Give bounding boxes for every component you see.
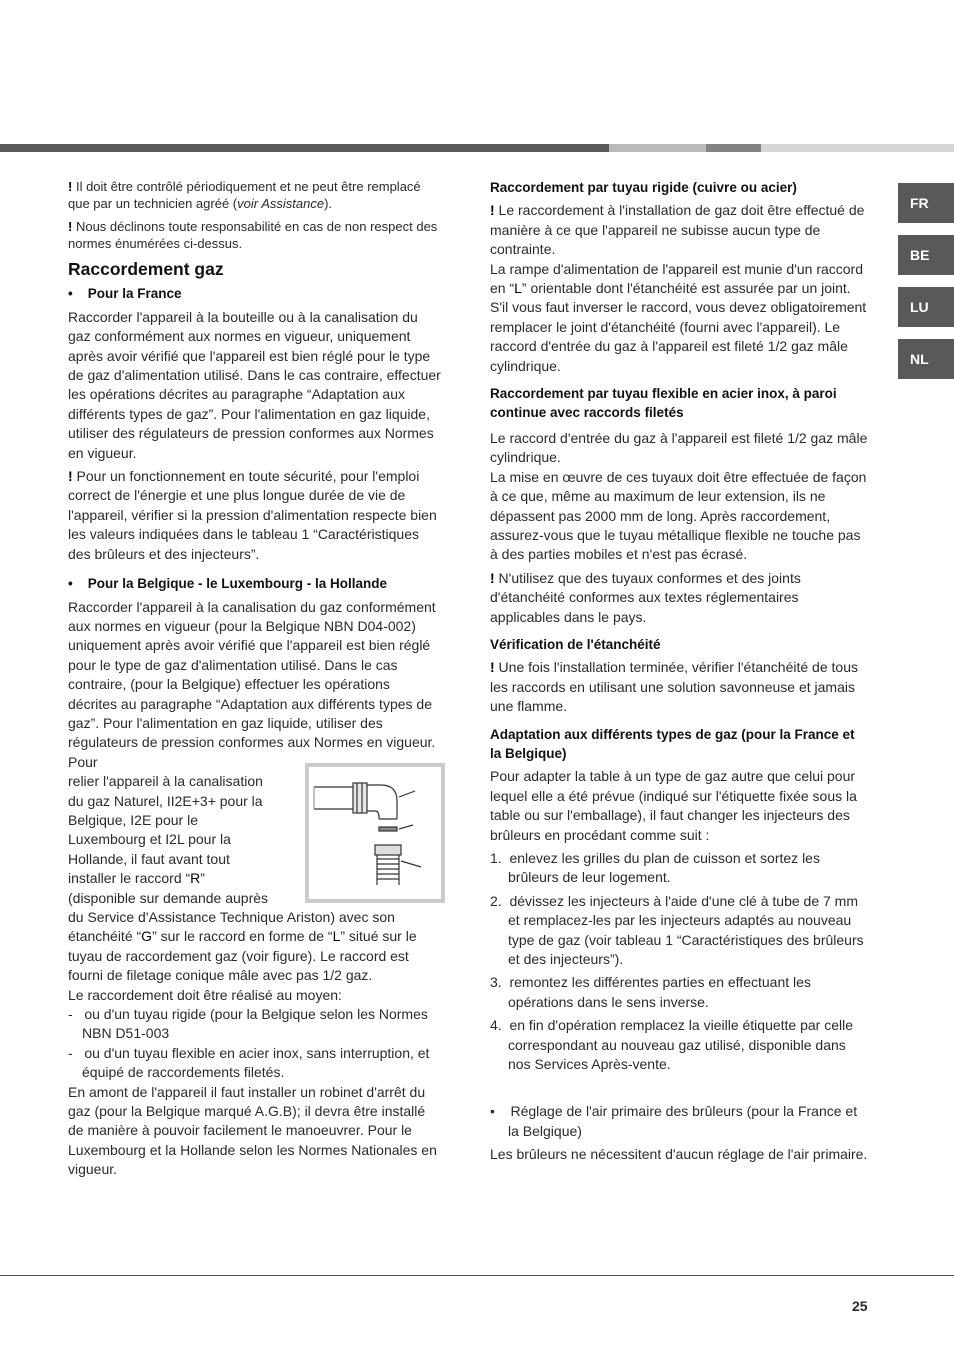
flex-paragraph-2: La mise en œuvre de ces tuyaux doit être effectuée de façon à ce que, même au maximum de leur extension, ils ne dépassent pas 2000 mm de long. Après raccordement, assurez-vous que le tuyau métallique flexible ne touche pas à des parties mobiles et n'est pas écrasé. [490,468,867,563]
dash-item-flexible: - ou d'un tuyau flexible en acier inox, sans interruption, et équipé de raccordements filetés. [68,1044,430,1081]
elbow-fitting-illustration [309,767,441,899]
means-intro: Le raccordement doit être réalisé au moyen: [68,986,342,1003]
wrapped-text: relier l'appareil à la canalisation du gaz Naturel, II2E+3+ pour la Belgique, I2E pour le Luxembourg et I2L pour la Hollande, il faut avant tout installer le raccord “R” (disponible sur demande auprès [68,773,269,906]
note-periodic-check: ! Il doit être contrôlé périodiquement et ne peut être remplacé que par un technicien agréé (voir Assistance). [68,179,421,211]
flex-paragraph-3: ! N'utilisez que des tuyaux conformes et des joints d'étanchéité conformes aux textes réglementaires applicables dans le pays. [490,569,801,625]
footer-rule [0,1275,954,1276]
rigid-paragraph-2: La rampe d'alimentation de l'appareil est munie d'un raccord en “L” orientable dont l'étanchéité est assurée par un joint. S'il vous faut inverser le raccord, vous devez obligatoirement remplacer le joint d'étanchéité (fourni avec l'appareil). Le raccord d'entrée du gaz à l'appareil est fileté 1/2 gaz mâle cylindrique. [490,260,867,374]
bullet-benelux: • Pour la Belgique - le Luxembourg - la Hollande [68,576,388,592]
lang-tab-fr[interactable]: FR [898,183,954,223]
right-column [490,178,868,1165]
primary-air-paragraph: Les brûleurs ne nécessitent d'aucun réglage de l'air primaire. [490,1146,868,1163]
benelux-paragraph-1: Raccorder l'appareil à la canalisation du gaz conformément aux normes en vigueur (pour la Belgique NBN D04-002) uniquement après avoir vérifié que l'appareil est bien réglé pour le type de gaz d'alimentation utilisé. Dans le cas contraire, (pour la Belgique) effectuer les opérations décrites au paragraphe “Adaptation aux différents types de gaz”. Pour l'alimentation en gaz liquide, utiliser des régulateurs de pression conformes aux Normes en vigueur. Pour [68,598,436,770]
left-column [68,178,444,1180]
france-paragraph-1: Raccorder l'appareil à la bouteille ou à la canalisation du gaz conformément aux normes en vigueur, uniquement après avoir vérifié que l'appareil est bien réglé pour le type de gaz d'alimentation utilisé. Dans le cas contraire, effectuer les opérations décrites au paragraphe “Adaptation aux différents types de gaz”. Pour l'alimentation en gaz liquide, utiliser des régulateurs de pression conformes aux Normes en vigueur. [68,308,441,461]
benelux-continuation: du Service d'Assistance Technique Ariston) avec son étanchéité “G” sur le raccord en forme de “L” situé sur le tuyau de raccordement gaz (voir figure). Le raccord est fourni de filetage conique mâle avec pas 1/2 gaz. [68,909,417,984]
top-color-bar [0,144,954,152]
france-paragraph-2: ! Pour un fonctionnement en toute sécurité, pour l'emploi correct de l'énergie et une plus longue durée de vie de l'appareil, vérifier si la pression d'alimentation respecte bien les valeurs indiquées dans le tableau 1 “Caractéristiques des brûleurs et des injecteurs”. [68,468,437,562]
step-item: 4. en fin d'opération remplacez la vieille étiquette par celle correspondant au nouveau gaz utilisé, disponible dans nos Services Après-vente. [490,1017,854,1073]
section-heading: Raccordement gaz [68,259,224,279]
step-item: 1. enlevez les grilles du plan de cuisson et sortez les brûleurs de leur logement. [490,850,820,886]
page-number: 25 [852,1298,868,1314]
flex-paragraph-1: Le raccord d'entrée du gaz à l'appareil est fileté 1/2 gaz mâle cylindrique. [490,429,868,466]
bullet-france: • Pour la France [68,286,182,302]
step-item: 3. remontez les différentes parties en effectuant les opérations dans le sens inverse. [490,974,811,1010]
leak-check-paragraph: ! Une fois l'installation terminée, vérifier l'étanchéité de tous les raccords en utilisant une solution savonneuse et jamais une flamme. [490,659,858,715]
lang-tab-be[interactable]: BE [898,235,954,275]
gas-connector-figure [305,763,445,903]
adaptation-paragraph: Pour adapter la table à un type de gaz autre que celui pour lequel elle a été prévue (indiqué sur l'étiquette fixée sous la table ou sur l'emballage), il faut changer les injecteurs des brûleurs en procédant comme suit : [490,768,857,843]
lang-tab-lu[interactable]: LU [898,287,954,327]
heading-leak-check: Vérification de l'étanchéité [490,636,661,652]
final-paragraph: En amont de l'appareil il faut installer un robinet d'arrêt du gaz (pour la Belgique marqué A.G.B); il devra être installé de manière à pouvoir facilement le manoeuvrer. Pour le Luxembourg et la Hollande selon les Normes Nationales en vigueur. [68,1083,437,1178]
heading-rigid-pipe: Raccordement par tuyau rigide (cuivre ou acier) [490,180,797,195]
heading-flexible-pipe: Raccordement par tuyau flexible en acier inox, à paroi continue avec raccords filetés [490,386,837,421]
rigid-paragraph-1: ! Le raccordement à l'installation de gaz doit être effectué de manière à ce que l'appareil ne subisse aucun type de contrainte. [490,202,865,258]
dash-item-rigid: - ou d'un tuyau rigide (pour la Belgique selon les Normes NBN D51-003 [68,1006,428,1042]
lang-tab-nl[interactable]: NL [898,339,954,379]
bullet-primary-air: • Réglage de l'air primaire des brûleurs (pour la France et la Belgique) [490,1103,858,1139]
heading-gas-adaptation: Adaptation aux différents types de gaz (pour la France et la Belgique) [490,726,855,761]
step-item: 2. dévissez les injecteurs à l'aide d'une clé à tube de 7 mm et remplacez-les par les injecteurs adaptés au nouveau type de gaz (voir tableau 1 “Caractéristiques des brûleurs et des injecteurs”). [490,892,864,968]
note-responsibility: ! Nous déclinons toute responsabilité en cas de non respect des normes énumérées ci-dessus. [68,219,438,251]
